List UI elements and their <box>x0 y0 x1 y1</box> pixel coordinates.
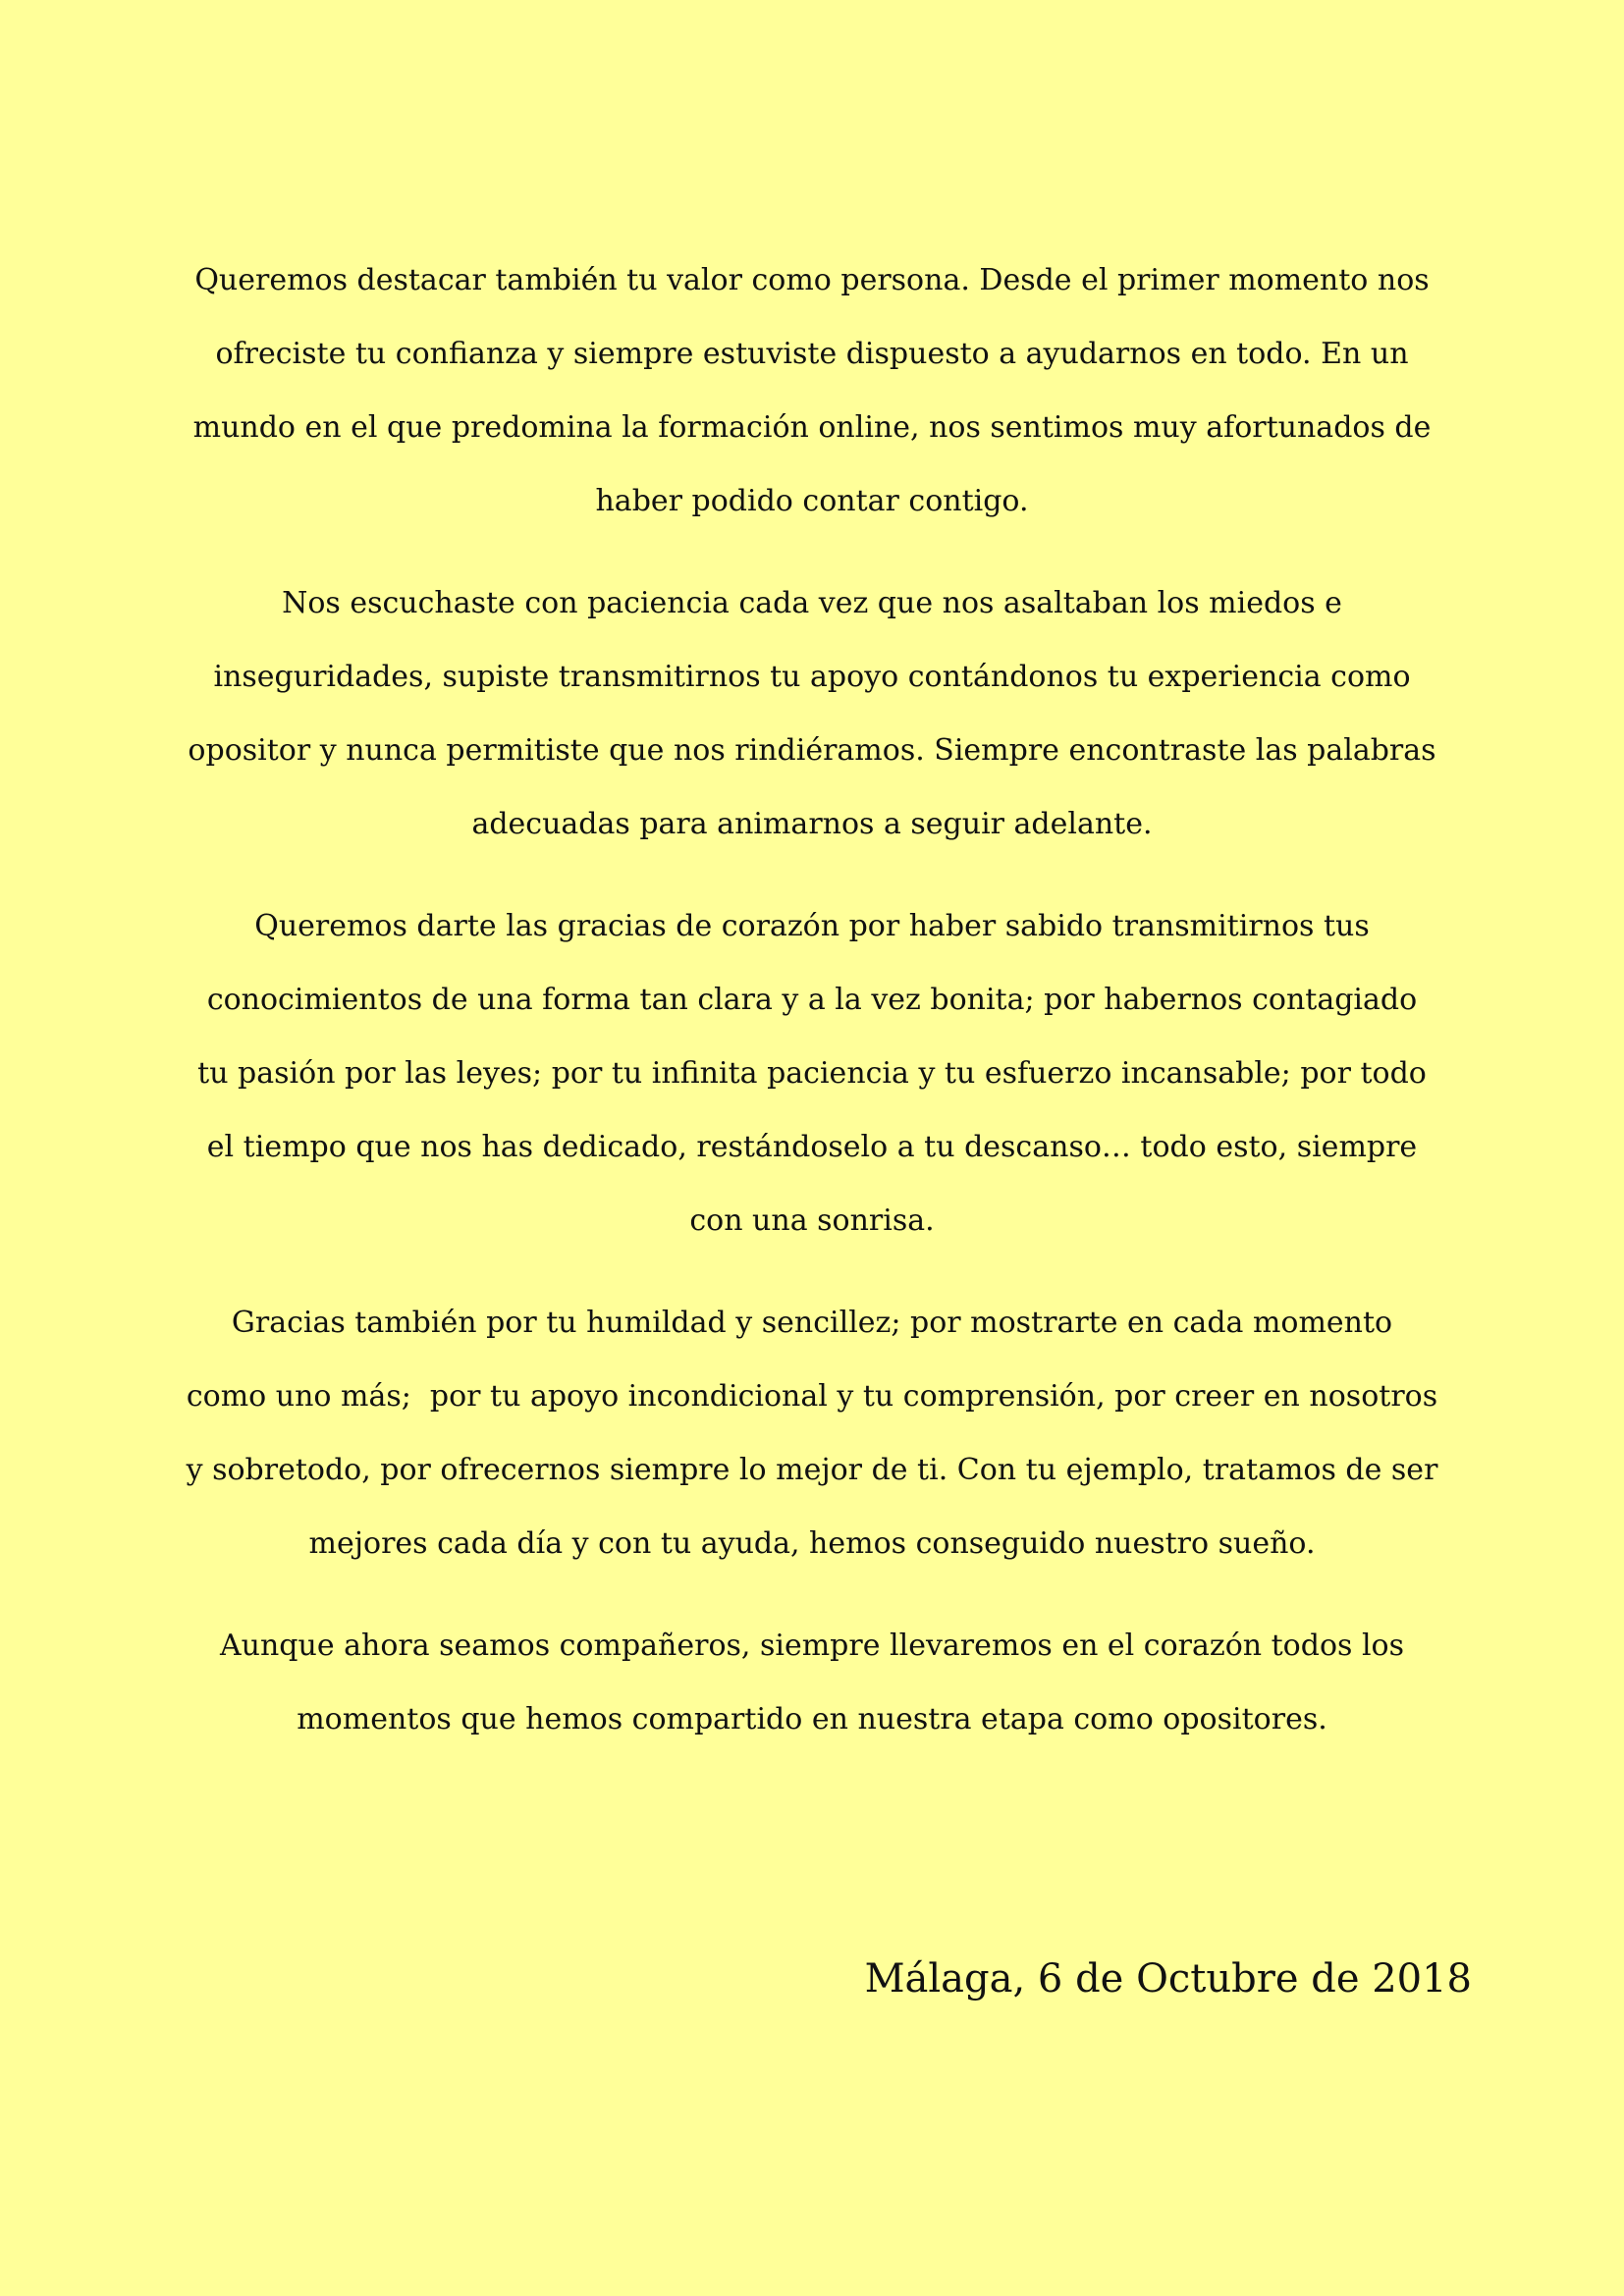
paragraph-4-line-1: Gracias también por tu humildad y sencillez; por mostrarte en cada momento <box>231 1306 1393 1340</box>
paragraph-1-line-4: haber podido contar contigo. <box>595 484 1029 518</box>
paragraph-2-line-1: Nos escuchaste con paciencia cada vez que nos asaltaban los miedos e <box>282 586 1342 620</box>
paragraph-2 <box>147 566 1477 861</box>
paragraph-2-line-4: adecuadas para animarnos a seguir adelante. <box>471 807 1153 841</box>
paragraph-2-line-3: opositor y nunca permitiste que nos rindiéramos. Siempre encontraste las palabras <box>188 733 1436 768</box>
paragraph-2-line-2: inseguridades, supiste transmitirnos tu apoyo contándonos tu experiencia como <box>213 660 1411 694</box>
paragraph-3-line-4: el tiempo que nos has dedicado, restándoselo a tu descanso… todo esto, siempre <box>206 1130 1418 1164</box>
paragraph-4-line-2: como uno más; por tu apoyo incondicional y tu comprensión, por creer en nosotros <box>186 1379 1438 1414</box>
paragraph-1-line-2: ofreciste tu confianza y siempre estuviste dispuesto a ayudarnos en todo. En un <box>215 337 1409 371</box>
paragraph-3-line-1: Queremos darte las gracias de corazón por haber sabido transmitirnos tus <box>254 909 1370 943</box>
paragraph-1-line-3: mundo en el que predomina la formación online, nos sentimos muy afortunados de <box>192 410 1432 445</box>
paragraph-5-line-1: Aunque ahora seamos compañeros, siempre llevaremos en el corazón todos los <box>220 1629 1404 1663</box>
paragraph-5-line-2: momentos que hemos compartido en nuestra etapa como opositores. <box>297 1702 1327 1736</box>
paragraph-1 <box>147 243 1477 538</box>
place-date-signature: Málaga, 6 de Octubre de 2018 <box>864 1956 1472 2002</box>
paragraph-4-line-4: mejores cada día y con tu ayuda, hemos conseguido nuestro sueño. <box>308 1526 1316 1561</box>
letter-body <box>147 243 1477 1785</box>
paragraph-3 <box>147 889 1477 1257</box>
paragraph-1-line-1: Queremos destacar también tu valor como persona. Desde el primer momento nos <box>194 263 1430 297</box>
paragraph-5 <box>147 1609 1477 1756</box>
paragraph-4-line-3: y sobretodo, por ofrecernos siempre lo mejor de ti. Con tu ejemplo, tratamos de ser <box>186 1453 1438 1487</box>
paragraph-3-line-5: con una sonrisa. <box>689 1203 935 1238</box>
paragraph-3-line-2: conocimientos de una forma tan clara y a la vez bonita; por habernos contagiado <box>206 983 1418 1017</box>
paragraph-3-line-3: tu pasión por las leyes; por tu infinita paciencia y tu esfuerzo incansable; por todo <box>197 1056 1427 1091</box>
paragraph-4 <box>147 1286 1477 1580</box>
